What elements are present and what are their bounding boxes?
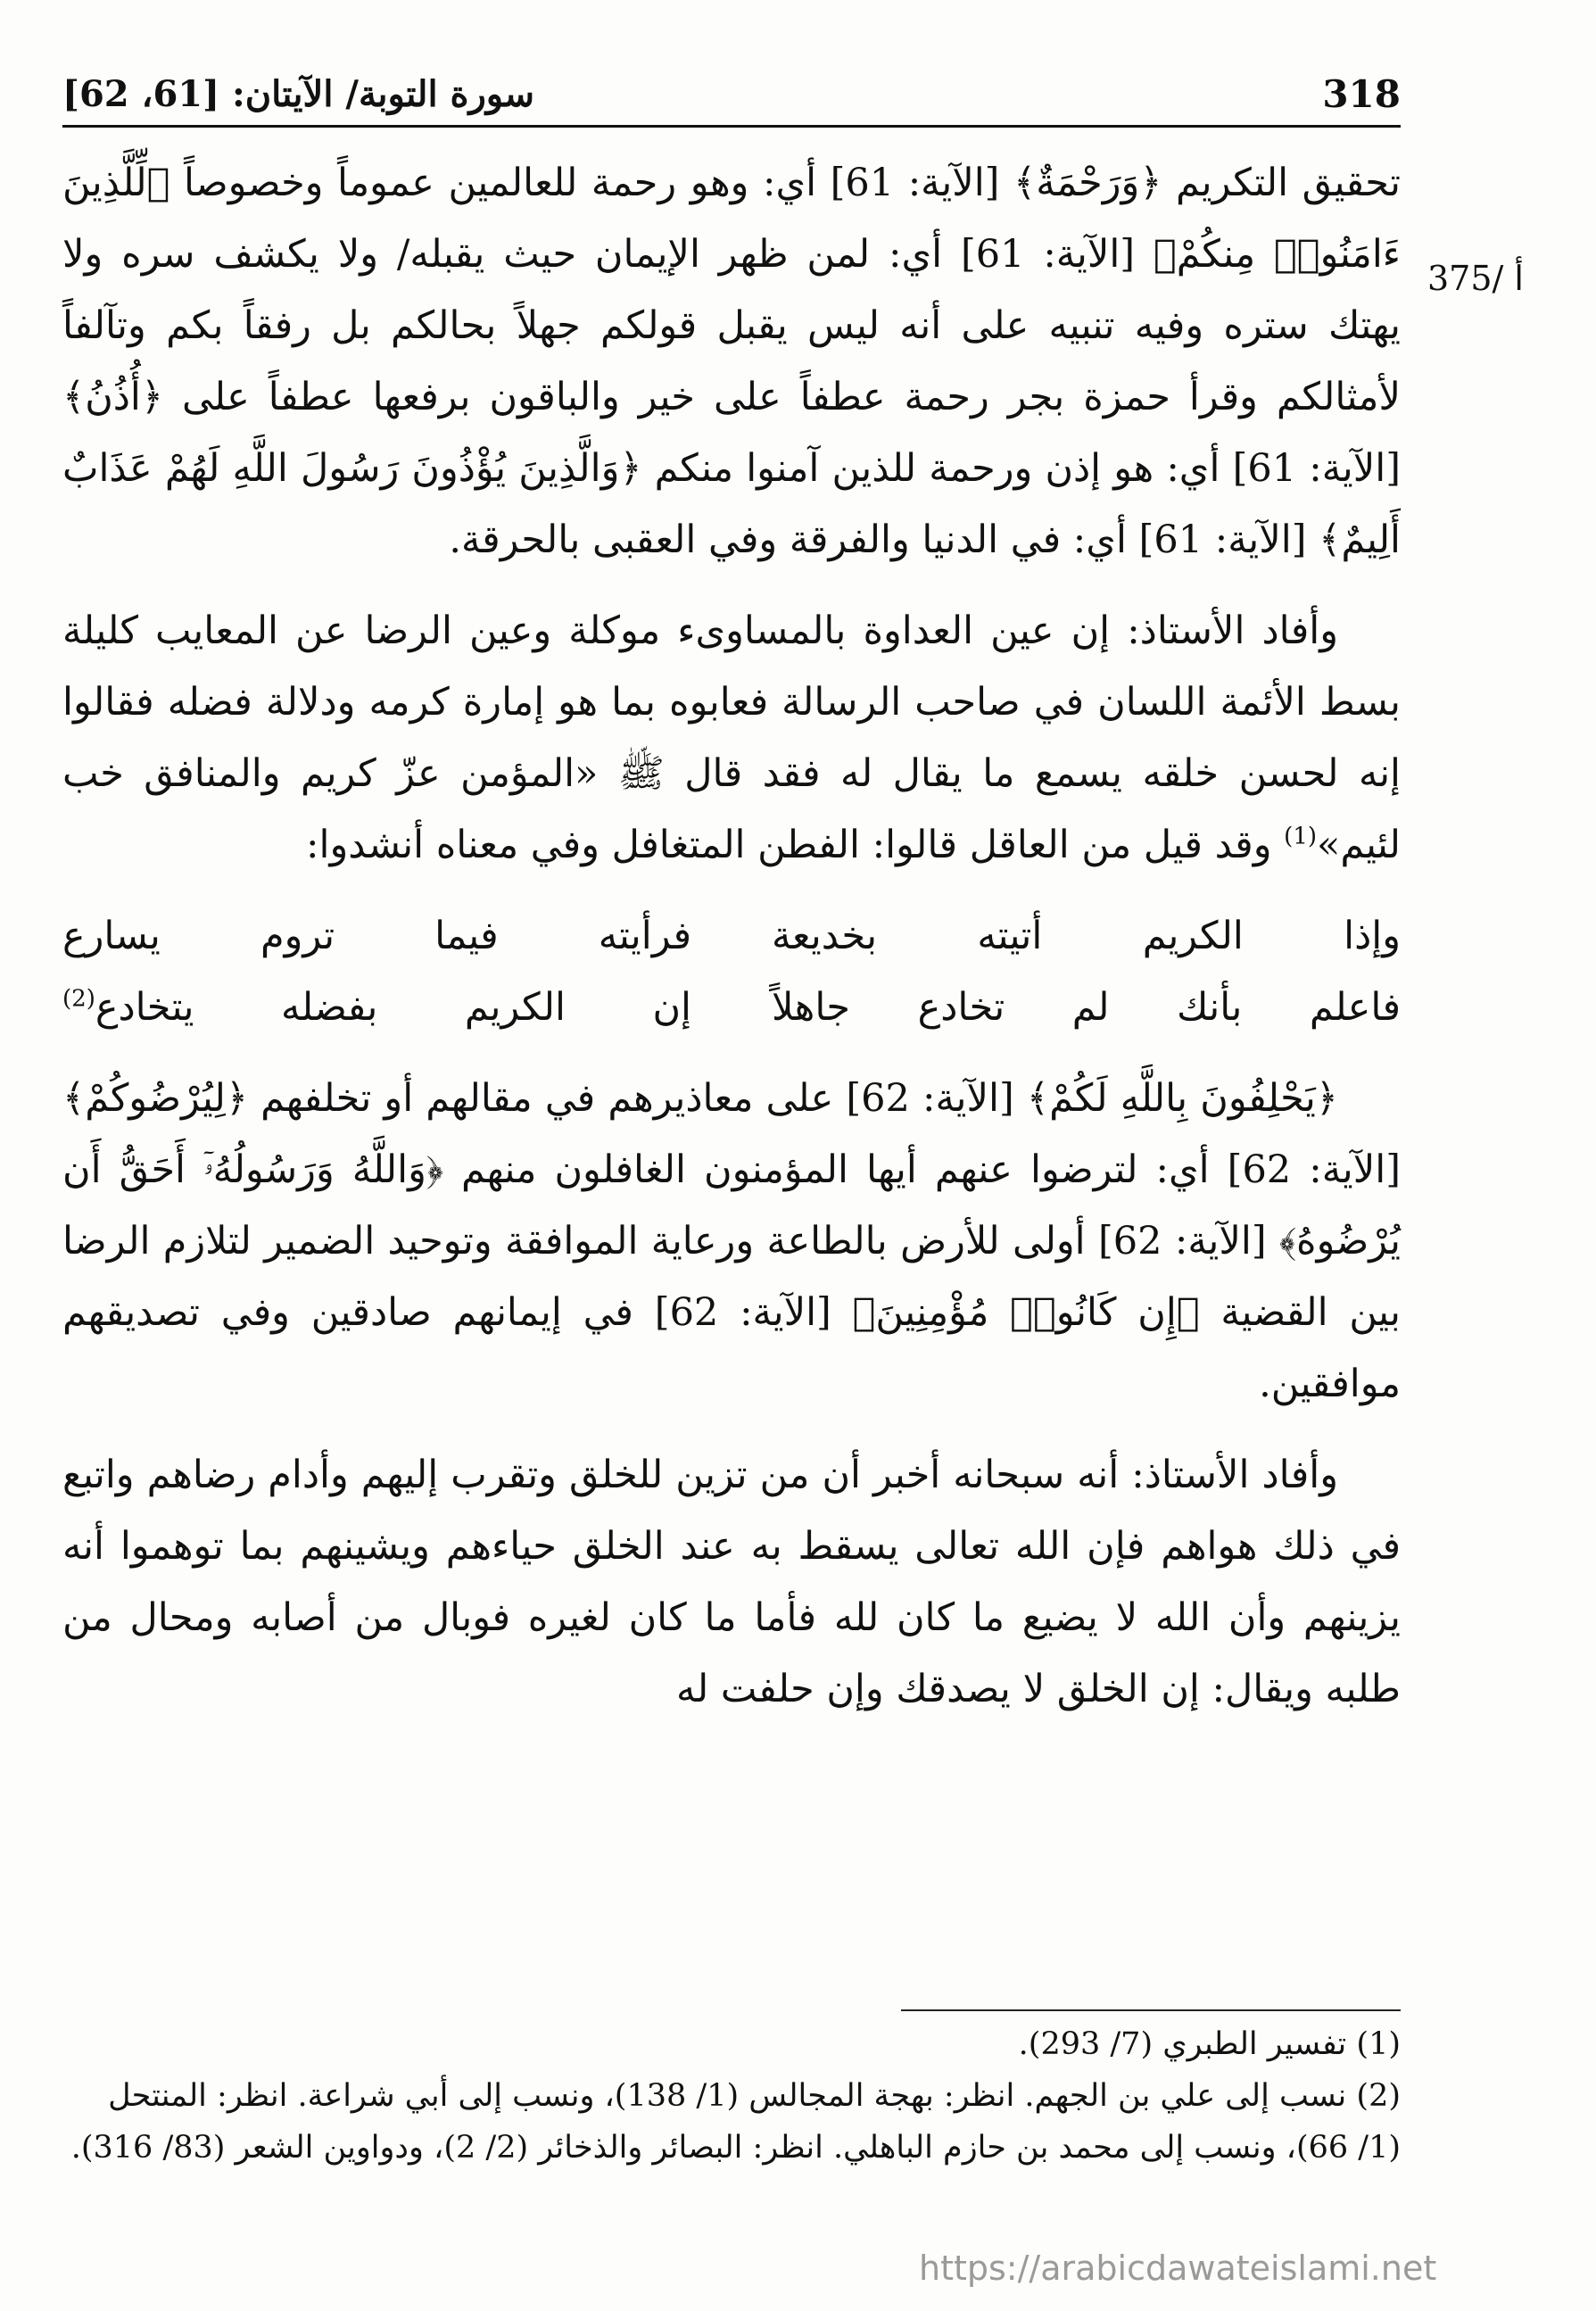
footnotes xyxy=(62,2018,1401,2174)
paragraph-4: وأفاد الأستاذ: أنه سبحانه أخبر أن من تزين للخلق وتقرب إليهم وأدام رضاهم واتبع في ذلك هواهم فإن الله تعالى يسقط به عند الخلق حياءهم ويشينهم بما توهموا أنه يزينهم وأن الله لا يضيع ما كان لله فأما ما كان لغيره فوبال من أصابه ومحال من طلبه ويقال: إن الخلق لا يصدقك وإن حلفت له xyxy=(62,1453,1401,1711)
page-number: 318 xyxy=(1322,71,1401,116)
surah-title: سورة التوبة/ الآيتان: [61، 62] xyxy=(62,72,534,115)
footnote-ref-2: (2) xyxy=(62,985,95,1013)
paragraph-2 xyxy=(62,595,1401,881)
main-text xyxy=(62,147,1401,1744)
poem-verse-2-first-half: فاعلم بأنك لم تخادع جاهلاً xyxy=(772,985,1401,1030)
footnote-separator xyxy=(901,2009,1401,2011)
poem xyxy=(62,900,1401,1043)
source-watermark: https://arabicdawateislami.net xyxy=(919,2249,1437,2288)
manuscript-folio-note: 375/ أ xyxy=(1427,259,1524,298)
poem-verse-2-second-half xyxy=(62,972,691,1043)
poem-verse-1-second-half: فرأيته فيما تروم يسارع xyxy=(62,914,691,958)
paragraph-2-text: وأفاد الأستاذ: إن عين العداوة بالمساوىء موكلة وعين الرضا عن المعايب كليلة بسط الأئمة اللسان في صاحب الرسالة فعابوه بما هو إمارة كرمه ودلالة فضله فقالوا إنه لحسن خلقه يسمع ما يقال له فقد قال ﷺ «المؤمن عزّ كريم والمنافق خب لئيم»$^{(1)}$ وقد قيل من العاقل قالوا: الفطن المتغافل وفي معناه أنشدوا: xyxy=(62,609,1401,867)
footnote-1: (1) تفسير الطبري (7/ 293). xyxy=(1018,2026,1401,2062)
poem-verse-2-second-half-text: إن الكريم بفضله يتخادع xyxy=(95,985,691,1030)
poem-verse-1-first-half: وإذا الكريم أتيته بخديعة xyxy=(772,914,1401,958)
footnote-ref-1: (1) xyxy=(1284,823,1318,850)
page-header xyxy=(62,62,1401,128)
paragraph-1: تحقيق التكريم ﴿وَرَحْمَةٌ﴾ [الآية: 61] أي: وهو رحمة للعالمين عموماً وخصوصاً ﴿لِّلَّذِينَ ءَامَنُوا۟ مِنكُمْ﴾ [الآية: 61] أي: لمن ظهر الإيمان حيث يقبله/ ولا يكشف سره ولا يهتك ستره وفيه تنبيه على أنه ليس يقبل قولكم جهلاً بحالكم بل رفقاً بكم وتآلفاً لأمثالكم وقرأ حمزة بجر رحمة عطفاً على خير والباقون برفعها عطفاً على ﴿أُذُنُ﴾ [الآية: 61] أي: هو إذن ورحمة للذين آمنوا منكم ﴿وَالَّذِينَ يُؤْذُونَ رَسُولَ اللَّهِ لَهُمْ عَذَابٌ أَلِيمٌ﴾ [الآية: 61] أي: في الدنيا والفرقة وفي العقبى بالحرقة. xyxy=(62,161,1401,562)
paragraph-3: ﴿يَحْلِفُونَ بِاللَّهِ لَكُمْ﴾ [الآية: 62] على معاذيرهم في مقالهم أو تخلفهم ﴿لِيُرْضُوكُمْ﴾ [الآية: 62] أي: لترضوا عنهم أيها المؤمنون الغافلون منهم ﴿وَاللَّهُ وَرَسُولُهُۥٓ أَحَقُّ أَن يُرْضُوهُ﴾ [الآية: 62] أولى للأرض بالطاعة ورعاية الموافقة وتوحيد الضمير لتلازم الرضا بين القضية ﴿إِن كَانُوا۟ مُؤْمِنِينَ﴾ [الآية: 62] في إيمانهم صادقين وفي تصديقهم موافقين. xyxy=(62,1076,1402,1406)
footnote-2: (2) نسب إلى علي بن الجهم. انظر: بهجة المجالس (1/ 138)، ونسب إلى أبي شراعة. انظر: المنتحل (1/ 66)، ونسب إلى محمد بن حازم الباهلي. انظر: البصائر والذخائر (2/ 2)، ودواوين الشعر (83/ 316). xyxy=(70,2078,1401,2166)
